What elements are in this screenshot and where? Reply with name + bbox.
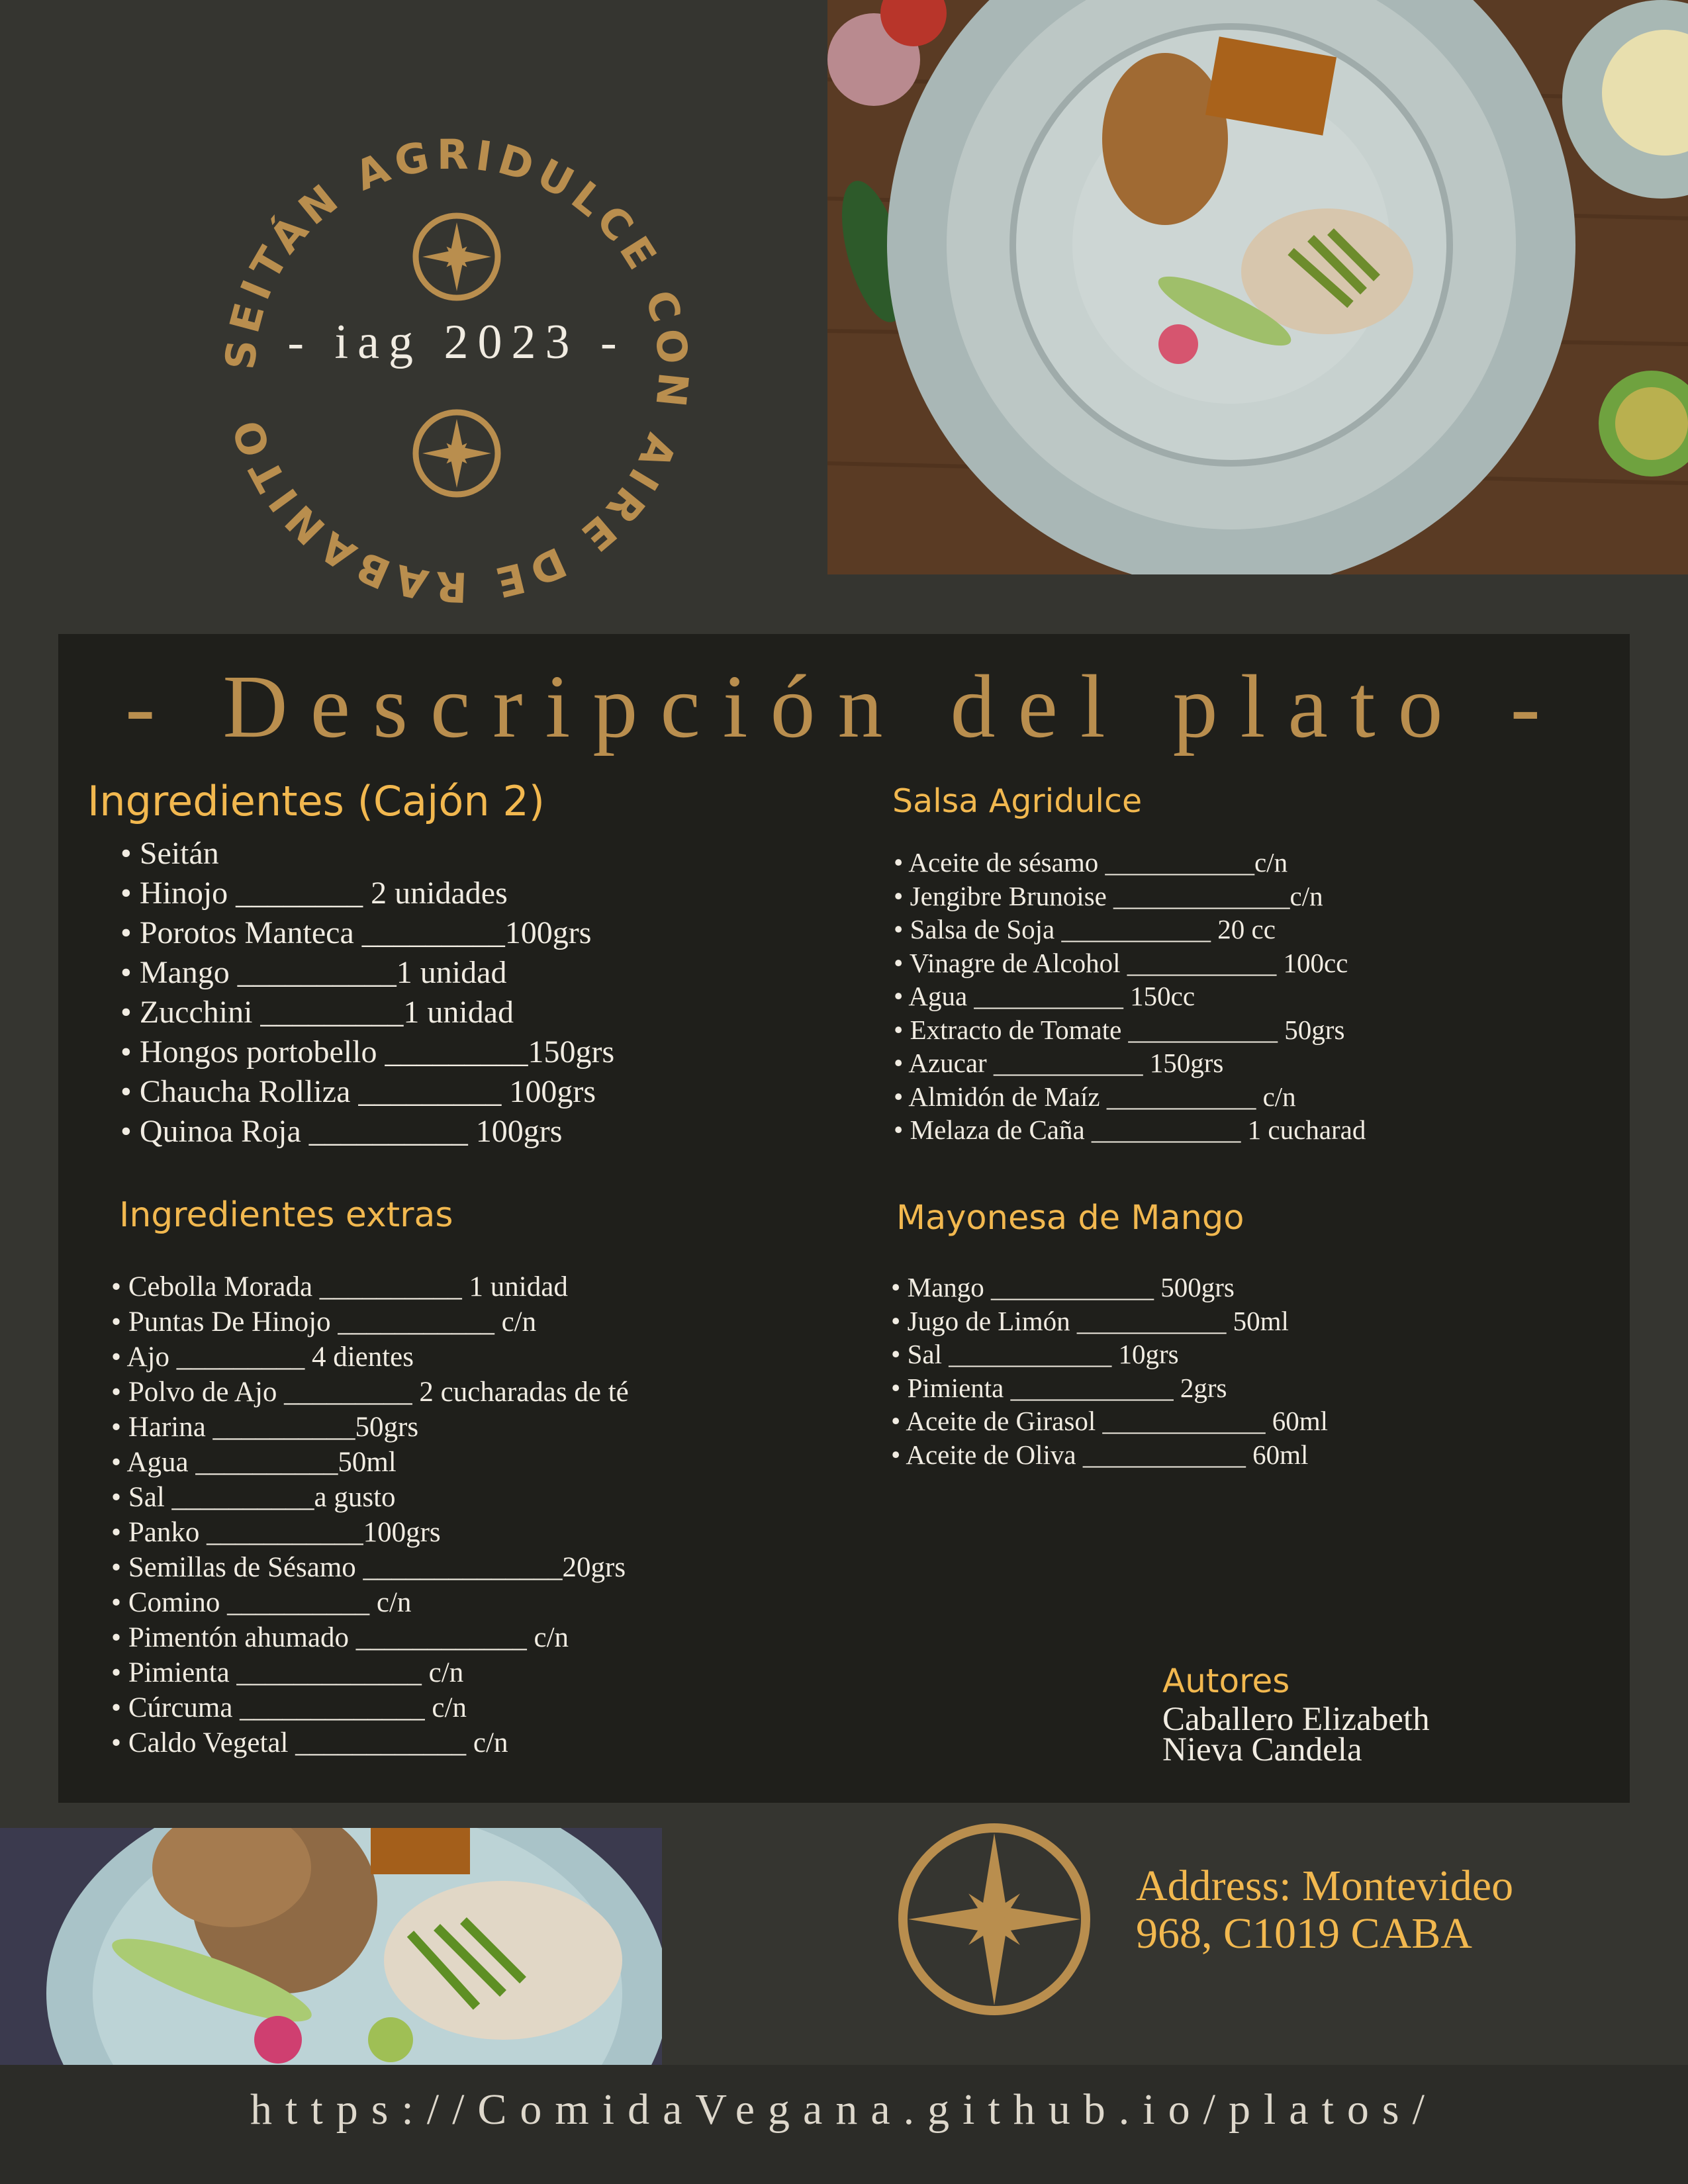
list-item: • Comino __________ c/n <box>111 1585 629 1620</box>
list-item: • Semillas de Sésamo ______________20grs <box>111 1550 629 1585</box>
list-item: • Porotos Manteca _________100grs <box>120 913 614 953</box>
list-item: • Azucar ___________ 150grs <box>894 1046 1366 1080</box>
list-item: • Harina __________50grs <box>111 1410 629 1445</box>
ingredientes-title: Ingredientes (Cajón 2) <box>87 777 545 825</box>
list-item: • Zucchini _________1 unidad <box>120 993 614 1032</box>
address-line-2: 968, C1019 CABA <box>1136 1909 1472 1958</box>
seal-date: - iag 2023 - <box>287 315 626 369</box>
list-item: • Pimienta _____________ c/n <box>111 1655 629 1690</box>
extras-title: Ingredientes extras <box>119 1195 453 1235</box>
mayonesa-title: Mayonesa de Mango <box>896 1199 1244 1238</box>
list-item: • Jugo de Limón ___________ 50ml <box>891 1304 1328 1338</box>
list-item: • Aceite de Oliva ____________ 60ml <box>891 1438 1328 1472</box>
seal-graphic <box>199 113 715 629</box>
list-item: • Pimienta ____________ 2grs <box>891 1371 1328 1405</box>
list-item: • Vinagre de Alcohol ___________ 100cc <box>894 946 1366 980</box>
list-item: • Hongos portobello _________150grs <box>120 1032 614 1072</box>
title-seal <box>199 113 715 629</box>
extras-list <box>111 1269 629 1760</box>
list-item: • Pimentón ahumado ____________ c/n <box>111 1620 629 1655</box>
list-item: • Cúrcuma _____________ c/n <box>111 1690 629 1725</box>
salsa-title: Salsa Agridulce <box>892 782 1143 820</box>
compass-star-icon <box>895 1820 1094 2019</box>
list-item: • Panko ___________100grs <box>111 1515 629 1550</box>
list-item: • Seitán <box>120 834 614 874</box>
panel-title: - Descripción del plato - <box>125 657 1563 756</box>
list-item: • Aceite de Girasol ____________ 60ml <box>891 1404 1328 1438</box>
footer-url[interactable]: https://ComidaVegana.github.io/platos/ <box>250 2085 1438 2134</box>
list-item: • Almidón de Maíz ___________ c/n <box>894 1080 1366 1114</box>
list-item: • Hinojo ________ 2 unidades <box>120 874 614 913</box>
list-item: • Cebolla Morada __________ 1 unidad <box>111 1269 629 1304</box>
list-item: • Ajo _________ 4 dientes <box>111 1340 629 1375</box>
address <box>1136 1862 1513 1958</box>
list-item: • Caldo Vegetal ____________ c/n <box>111 1725 629 1760</box>
star-icon <box>416 216 498 298</box>
mayonesa-list <box>891 1271 1328 1471</box>
dish-photo-top <box>827 0 1688 574</box>
seal-arc-text: SEITÁN AGRIDULCE CON AIRE DE RABANITO <box>216 130 698 612</box>
dish-photo-bottom <box>0 1828 662 2065</box>
list-item: • Mango ____________ 500grs <box>891 1271 1328 1304</box>
address-line-1: Address: Montevideo <box>1136 1862 1514 1910</box>
star-icon <box>416 412 498 494</box>
salsa-list <box>894 846 1366 1147</box>
list-item: • Agua __________50ml <box>111 1445 629 1480</box>
autores-title: Autores <box>1162 1662 1290 1700</box>
list-item: • Agua ___________ 150cc <box>894 979 1366 1013</box>
list-item: • Melaza de Caña ___________ 1 cucharad <box>894 1113 1366 1147</box>
list-item: • Quinoa Roja __________ 100grs <box>120 1112 614 1152</box>
list-item: • Mango __________1 unidad <box>120 953 614 993</box>
ingredientes-list <box>120 834 614 1152</box>
list-item: • Puntas De Hinojo ___________ c/n <box>111 1304 629 1340</box>
list-item: • Polvo de Ajo _________ 2 cucharadas de té <box>111 1375 629 1410</box>
list-item: • Chaucha Rolliza _________ 100grs <box>120 1072 614 1112</box>
list-item: • Sal __________a gusto <box>111 1480 629 1515</box>
list-item: • Aceite de sésamo ___________c/n <box>894 846 1366 880</box>
list-item: • Extracto de Tomate ___________ 50grs <box>894 1013 1366 1047</box>
list-item: • Jengibre Brunoise _____________c/n <box>894 880 1366 913</box>
list-item: • Salsa de Soja ___________ 20 cc <box>894 913 1366 946</box>
list-item: • Sal ____________ 10grs <box>891 1338 1328 1371</box>
compass-logo <box>895 1820 1094 2019</box>
author-name: Caballero Elizabeth <box>1162 1701 1430 1738</box>
author-name: Nieva Candela <box>1162 1731 1362 1768</box>
autores-names <box>1162 1701 1430 1768</box>
